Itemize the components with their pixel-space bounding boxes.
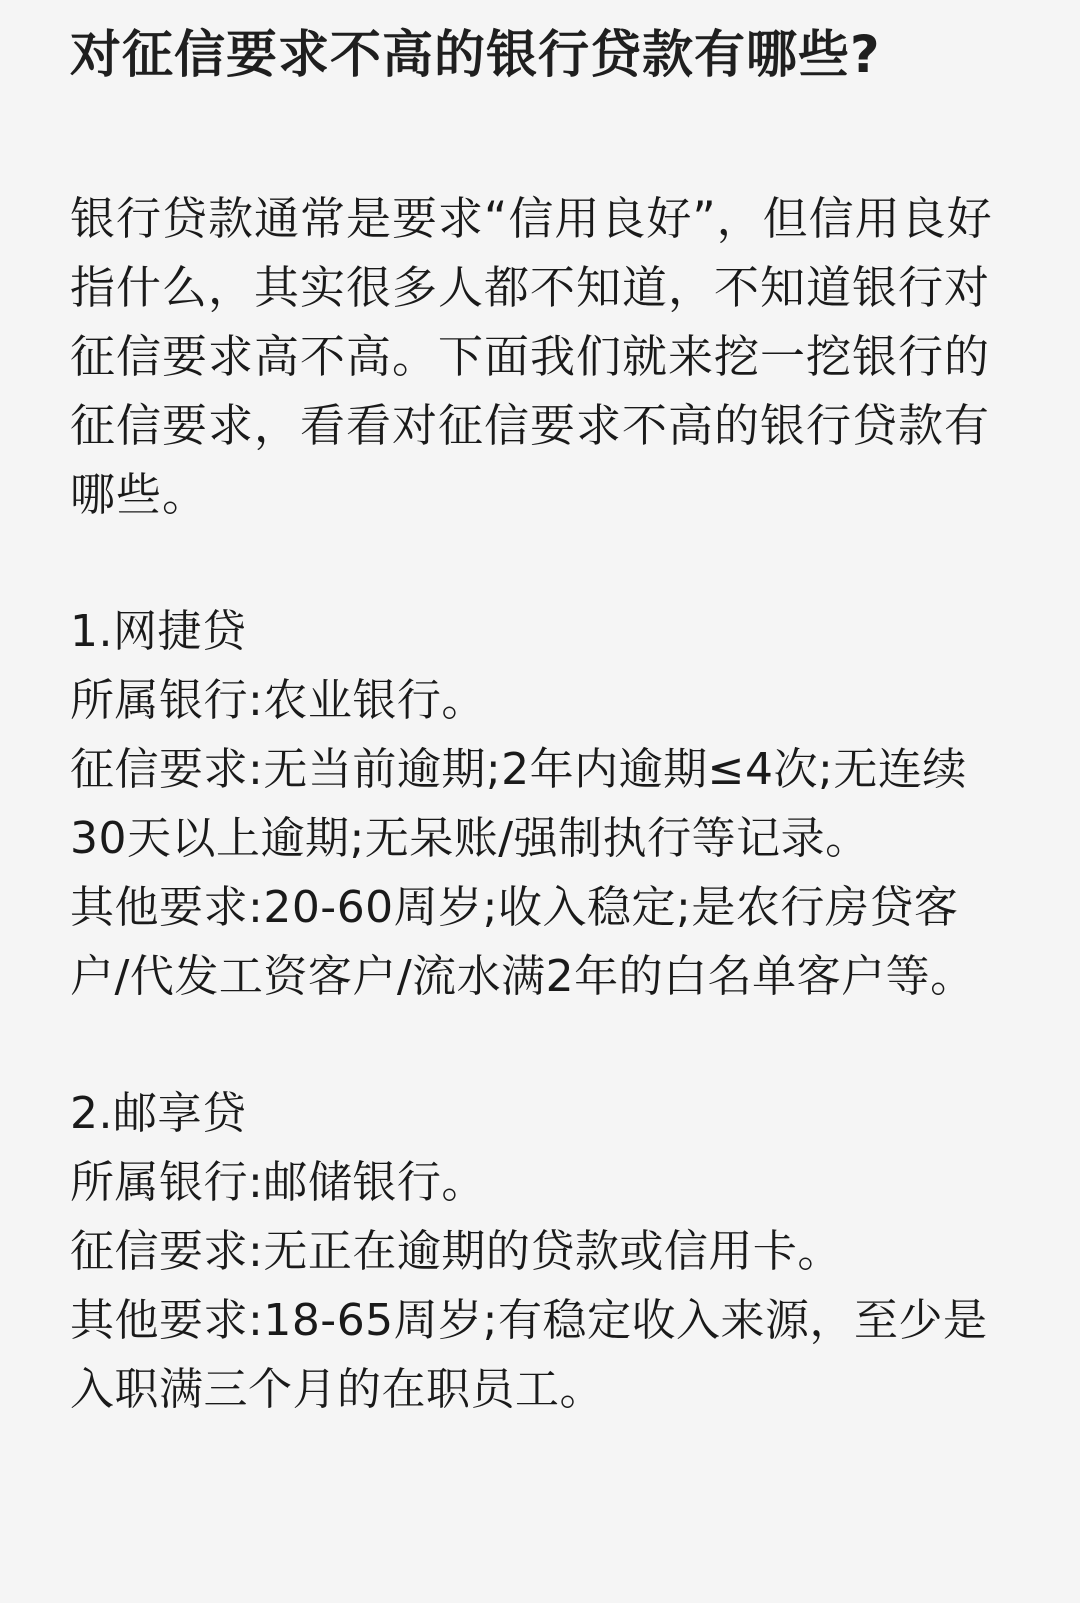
intro-paragraph bbox=[70, 184, 1010, 529]
article-title: 对征信要求不高的银行贷款有哪些? bbox=[70, 26, 881, 85]
loan-credit-requirement: 征信要求:无当前逾期;2年内逾期≤4次;无连续30天以上逾期;无呆账/强制执行等记录。 bbox=[70, 744, 967, 864]
loan-other-requirement: 其他要求:18-65周岁;有稳定收入来源，至少是入职满三个月的在职员工。 bbox=[70, 1295, 988, 1415]
loan-bank: 所属银行:邮储银行。 bbox=[70, 1157, 486, 1208]
loan-heading: 2.邮享贷 bbox=[70, 1088, 247, 1139]
loan-section-1 bbox=[70, 597, 1010, 1011]
loan-section-2 bbox=[70, 1079, 1010, 1424]
loan-heading: 1.网捷贷 bbox=[70, 606, 247, 657]
loan-credit-requirement: 征信要求:无正在逾期的贷款或信用卡。 bbox=[70, 1226, 842, 1277]
loan-other-requirement: 其他要求:20-60周岁;收入稳定;是农行房贷客户/代发工资客户/流水满2年的白名单客户等。 bbox=[70, 882, 975, 1002]
loan-bank: 所属银行:农业银行。 bbox=[70, 675, 486, 726]
intro-text: 银行贷款通常是要求“信用良好”，但信用良好指什么，其实很多人都不知道，不知道银行对征信要求高不高。下面我们就来挖一挖银行的征信要求，看看对征信要求不高的银行贷款有哪些。 bbox=[70, 192, 993, 521]
